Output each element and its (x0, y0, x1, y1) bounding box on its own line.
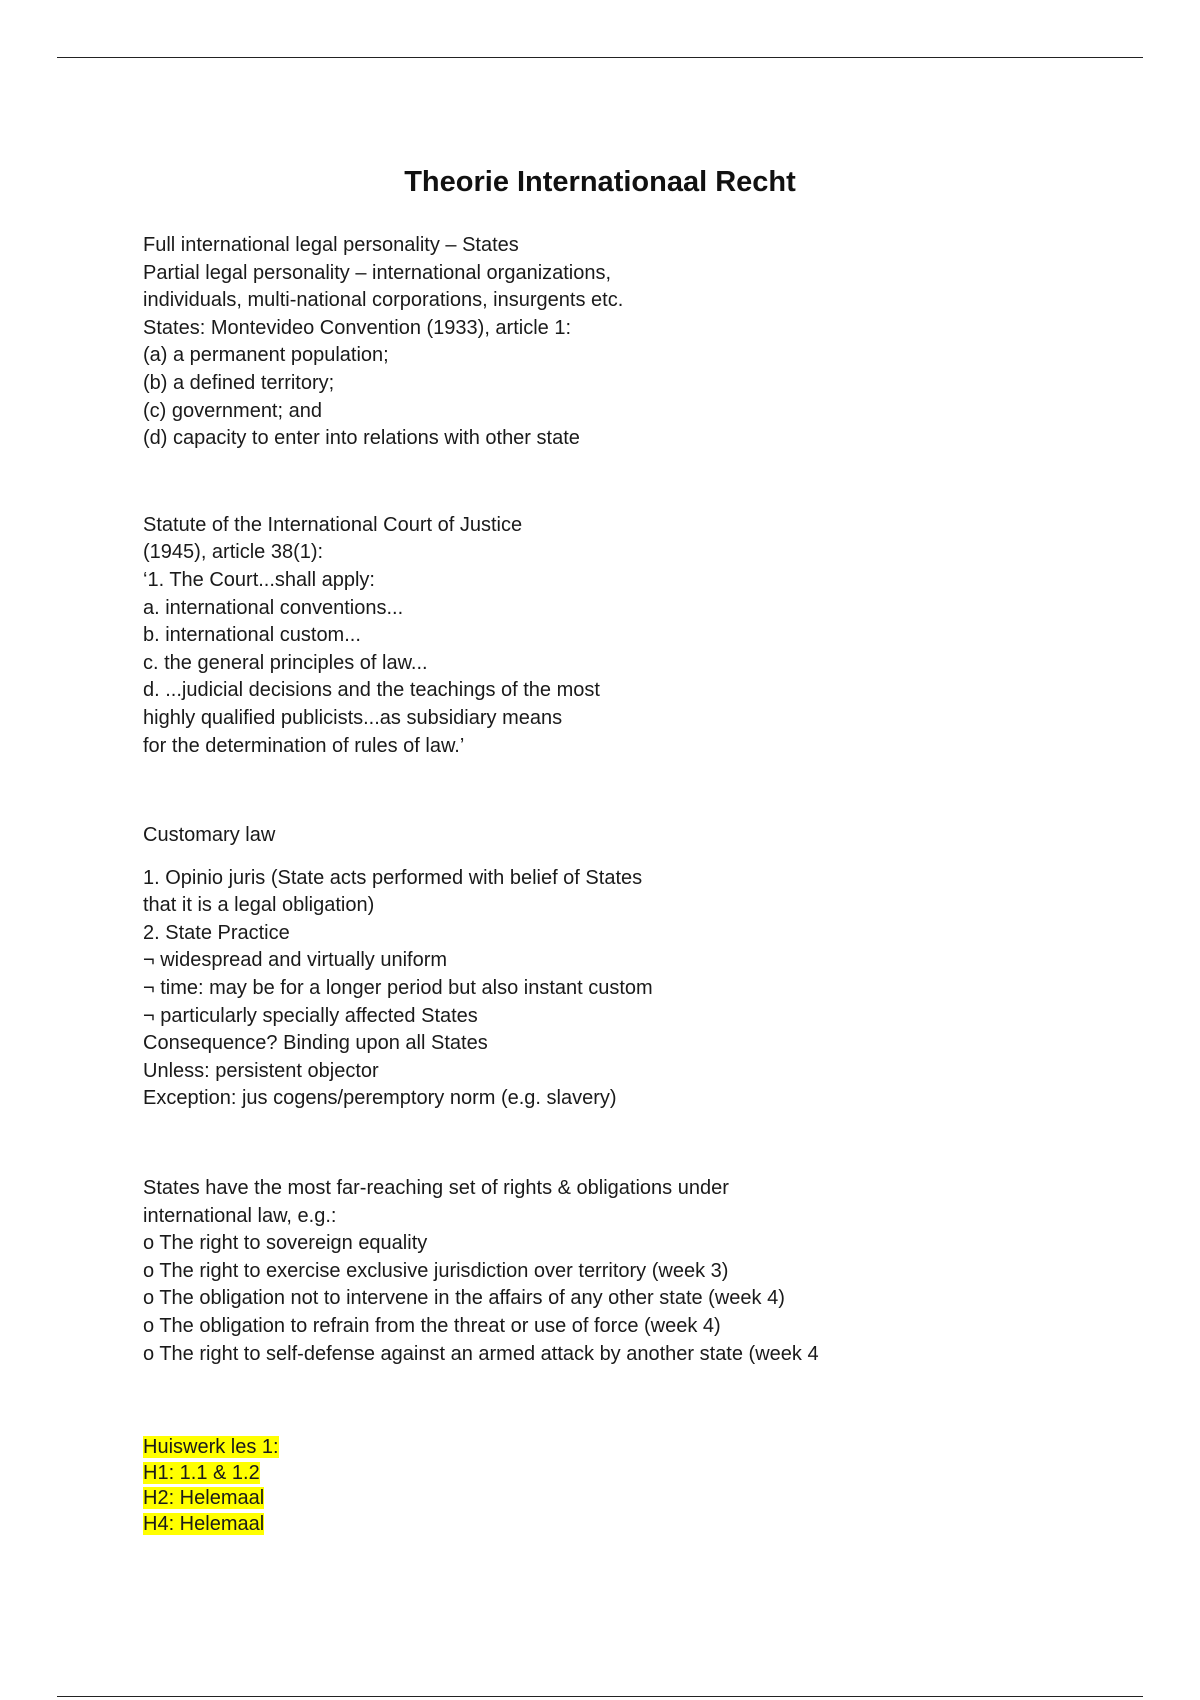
text-line: Unless: persistent objector (143, 1059, 379, 1082)
customary-law-list (143, 865, 1143, 1113)
legal-personality-section (143, 232, 1143, 453)
text-line: ¬ widespread and virtually uniform (143, 949, 448, 972)
text-line: o The right to sovereign equality (143, 1232, 428, 1255)
text-line: a. international conventions... (143, 596, 404, 619)
text-line: individuals, multi-national corporations, insurgents etc. (143, 289, 624, 312)
section-heading: Customary law (143, 824, 276, 847)
text-line: international law, e.g.: (143, 1204, 337, 1227)
document-body (143, 232, 1143, 1537)
text-line: o The obligation to refrain from the threat or use of force (week 4) (143, 1315, 721, 1337)
text-line: o The right to exercise exclusive jurisdiction over territory (week 3) (143, 1259, 729, 1282)
highlighted-line (143, 1435, 1143, 1461)
text-line: Statute of the International Court of Justice (143, 513, 523, 536)
text-line: b. international custom... (143, 624, 361, 647)
text-line: o The obligation not to intervene in the affairs of any other state (week 4) (143, 1287, 785, 1310)
homework-section (143, 1435, 1143, 1537)
text-line: ¬ particularly specially affected States (143, 1004, 478, 1027)
text-line: highly qualified publicists...as subsidiary means (143, 706, 563, 729)
customary-law-section (143, 822, 1143, 1113)
icj-statute-section (143, 512, 1143, 760)
text-line: o The right to self-defense against an armed attack by another state (week 4 (143, 1342, 819, 1365)
text-line: (b) a defined territory; (143, 371, 335, 394)
text-line: (1945), article 38(1): (143, 541, 324, 564)
state-rights-section (143, 1175, 1143, 1368)
text-line: Consequence? Binding upon all States (143, 1032, 488, 1055)
text-line: ‘1. The Court...shall apply: (143, 568, 375, 591)
document-title: Theorie Internationaal Recht (404, 166, 796, 198)
text-line: Full international legal personality – States (143, 234, 519, 256)
highlighted-line (143, 1486, 1143, 1512)
text-line: 2. State Practice (143, 921, 290, 944)
text-line: c. the general principles of law... (143, 651, 428, 674)
text-line: for the determination of rules of law.’ (143, 734, 465, 757)
text-line: that it is a legal obligation) (143, 894, 375, 917)
homework-heading: Huiswerk les 1: (143, 1436, 279, 1459)
homework-item: H2: Helemaal (143, 1487, 265, 1510)
bottom-rule (57, 1696, 1143, 1697)
text-line: Exception: jus cogens/peremptory norm (e.g. slavery) (143, 1087, 617, 1110)
text-line: ¬ time: may be for a longer period but also instant custom (143, 977, 653, 1000)
text-line: (a) a permanent population; (143, 344, 389, 367)
homework-item: H1: 1.1 & 1.2 (143, 1461, 260, 1484)
text-line: 1. Opinio juris (State acts performed with belief of States (143, 866, 643, 889)
text-line: d. ...judicial decisions and the teachings of the most (143, 679, 600, 702)
highlighted-line (143, 1461, 1143, 1487)
top-rule (57, 57, 1143, 58)
text-line: Partial legal personality – international organizations, (143, 261, 612, 284)
text-line: States have the most far-reaching set of rights & obligations under (143, 1177, 729, 1200)
text-line: (d) capacity to enter into relations with other state (143, 427, 580, 450)
homework-item: H4: Helemaal (143, 1512, 265, 1535)
text-line: (c) government; and (143, 399, 322, 422)
text-line: States: Montevideo Convention (1933), article 1: (143, 316, 572, 339)
highlighted-line (143, 1512, 1143, 1538)
